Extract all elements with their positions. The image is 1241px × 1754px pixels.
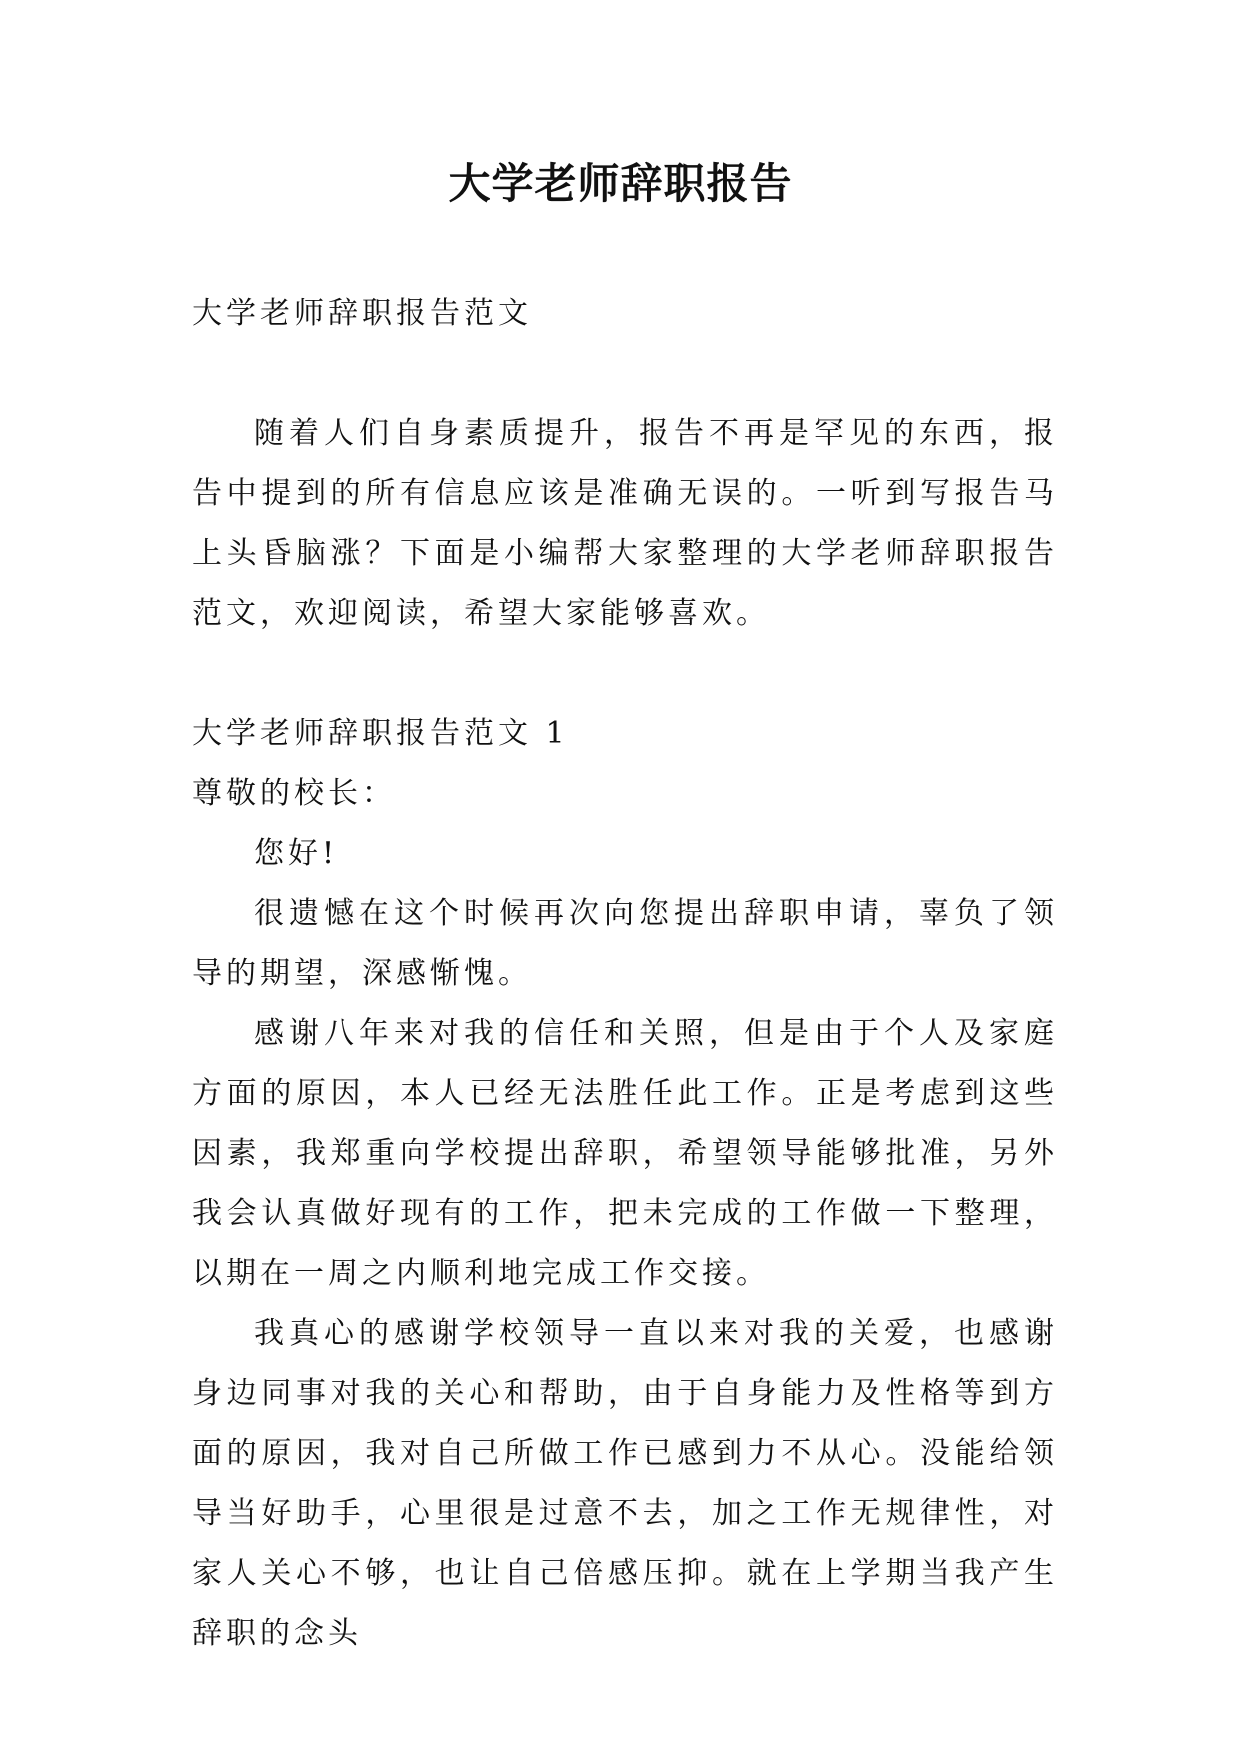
document-subtitle: 大学老师辞职报告范文 bbox=[192, 296, 532, 331]
document-title: 大学老师辞职报告 bbox=[448, 159, 793, 208]
section-heading: 大学老师辞职报告范文 1 bbox=[192, 716, 569, 751]
greeting: 您好! bbox=[254, 836, 339, 871]
body-paragraph-3: 我真心的感谢学校领导一直以来对我的关爱，也感谢身边同事对我的关心和帮助，由于自身能力及性格等到方面的原因，我对自己所做工作已感到力不从心。没能给领导当好助手，心里很是过意不去，加之工作无规律性，对家人关心不够，也让自己倍感压抑。就在上学期当我产生辞职的念头 bbox=[192, 1316, 1058, 1651]
intro-paragraph: 随着人们自身素质提升，报告不再是罕见的东西，报告中提到的所有信息应该是准确无误的。一听到写报告马上头昏脑涨？下面是小编帮大家整理的大学老师辞职报告范文，欢迎阅读，希望大家能够喜欢。 bbox=[192, 416, 1058, 631]
body-paragraph-2: 感谢八年来对我的信任和关照，但是由于个人及家庭方面的原因，本人已经无法胜任此工作。正是考虑到这些因素，我郑重向学校提出辞职，希望领导能够批准，另外我会认真做好现有的工作，把未完成的工作做一下整理，以期在一周之内顺利地完成工作交接。 bbox=[192, 1016, 1058, 1291]
body-paragraph-1: 很遗憾在这个时候再次向您提出辞职申请，辜负了领导的期望，深感惭愧。 bbox=[192, 896, 1058, 991]
document-body bbox=[192, 284, 1058, 1664]
salutation: 尊敬的校长： bbox=[192, 776, 396, 811]
